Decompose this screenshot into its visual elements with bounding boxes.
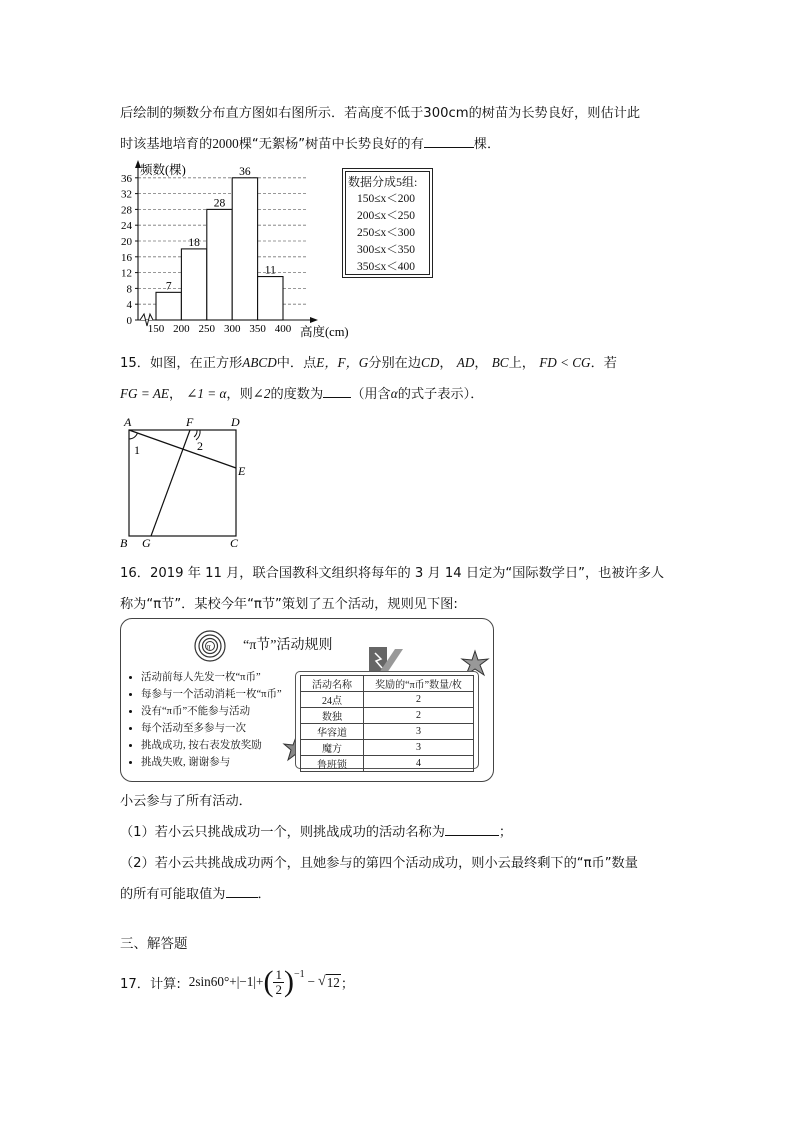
table-row — [301, 708, 474, 724]
angle-2-arc — [194, 430, 197, 437]
math-expr: |−1|+ — [236, 974, 264, 989]
label-g: G — [142, 536, 151, 550]
q16-part-1 — [120, 821, 512, 840]
math-expr: ∠1 = α — [186, 386, 227, 401]
legend-row: 200≤x＜250 — [357, 210, 416, 222]
q17-text: ； — [340, 976, 355, 992]
y-tick-label: 16 — [121, 251, 132, 264]
q15-text: 分别在边 — [368, 356, 422, 371]
numerator: 1 — [275, 966, 282, 982]
histogram-legend — [342, 168, 433, 278]
reward-count-cell: 3 — [364, 740, 474, 756]
answer-blank[interactable] — [323, 385, 351, 398]
table-header: 奖励的“π币”数量/枚 — [364, 676, 474, 692]
math-expr: ∠2 — [252, 386, 271, 401]
svg-text:π: π — [206, 642, 211, 652]
q16-part-2a: （2）若小云共挑战成功两个，且她参与的第四个活动成功，则小云最终剩下的“π币”数量 — [120, 856, 638, 871]
table-header: 活动名称 — [301, 676, 364, 692]
q16-text: （1）若小云只挑战成功一个，则挑战成功的活动名称为 — [120, 825, 445, 840]
math-var: α — [390, 386, 398, 401]
intro-text: 棵． — [473, 137, 501, 152]
legend-row: 350≤x＜400 — [357, 261, 416, 273]
answer-blank[interactable] — [445, 823, 499, 836]
q15-text: 的式子表示）． — [397, 387, 484, 402]
math-var: E，F，G — [316, 355, 369, 370]
label-angle-2: 2 — [197, 439, 203, 453]
reward-count-cell: 4 — [364, 756, 474, 772]
q15-text: 上， — [508, 356, 535, 371]
table-row — [301, 740, 474, 756]
angle-1-arc — [129, 433, 138, 439]
label-f: F — [186, 415, 194, 429]
y-tick-label: 4 — [126, 299, 132, 312]
q15-text: ．若 — [590, 356, 617, 371]
bar-value-label: 36 — [239, 165, 251, 178]
math-var: AD — [456, 355, 475, 370]
bar-value-label: 18 — [188, 236, 200, 249]
label-angle-1: 1 — [134, 443, 140, 457]
legend-title: 数据分成5组: — [348, 175, 418, 189]
segment-fg — [151, 430, 190, 536]
label-a: A — [124, 415, 132, 429]
q15-line-2: FG = AE， ∠1 = α，则∠2的度数为 （用含α的式子表示）． — [120, 386, 484, 402]
histogram-bar — [207, 209, 232, 320]
rule-item: • 每参与一个活动消耗一枚“π币” — [141, 686, 282, 703]
y-tick-label: 28 — [121, 204, 132, 217]
x-tick-label: 400 — [274, 323, 292, 335]
q16-after: 小云参与了所有活动． — [120, 794, 252, 809]
activity-name-cell: 鲁班锁 — [301, 756, 364, 772]
bar-value-label: 28 — [213, 197, 226, 210]
rule-item: • 挑战成功, 按右表发放奖励 — [141, 737, 282, 754]
table-row — [301, 724, 474, 740]
activity-name-cell: 魔方 — [301, 740, 364, 756]
q17-line: 17．计算: 2sin60°+ |−1|+ ( $\frac{1}{2}$ ) $^{-1}$ − √ 12 ； — [120, 965, 355, 998]
square-figure — [118, 412, 258, 552]
square-abcd — [129, 430, 236, 536]
q15-text: （用含 — [351, 387, 391, 402]
label-b: B — [120, 536, 128, 550]
histogram-bar — [181, 249, 206, 320]
math-var: ABCD — [242, 355, 277, 370]
answer-blank[interactable] — [424, 135, 474, 148]
activity-poster — [120, 618, 494, 782]
histogram-bar — [258, 277, 283, 320]
math-expr: − — [307, 974, 316, 989]
poster-title: “π节”活动规则 — [243, 638, 333, 653]
y-tick-label: 12 — [121, 267, 132, 280]
q15-text: ，则 — [226, 387, 253, 402]
intro-line-2 — [120, 133, 500, 152]
label-e: E — [238, 464, 246, 478]
legend-row: 150≤x＜200 — [357, 193, 416, 205]
y-tick-label: 0 — [126, 315, 132, 327]
x-tick-label: 200 — [173, 323, 190, 335]
rule-item: • 挑战失败, 谢谢参与 — [141, 754, 282, 771]
legend-row: 250≤x＜300 — [357, 227, 416, 239]
intro-text: 时该基地培育的 — [120, 137, 213, 152]
legend-row: 300≤x＜350 — [357, 244, 416, 256]
x-tick-label: 150 — [147, 323, 165, 335]
y-axis-label: 频数(棵) — [140, 163, 186, 177]
reward-count-cell: 2 — [364, 708, 474, 724]
table-row — [301, 692, 474, 708]
q16-text: ； — [498, 825, 513, 840]
histogram-chart — [118, 160, 349, 342]
x-axis-label: 高度(cm) — [300, 325, 349, 339]
x-tick-label: 300 — [223, 323, 241, 335]
q15-text: 中．点 — [276, 356, 317, 371]
label-c: C — [230, 536, 239, 550]
question-number: 15． — [120, 356, 150, 371]
fraction-power: ( $\frac{1}{2}$ ) $^{-1}$ — [263, 965, 305, 998]
section-heading: 三、解答题 — [120, 936, 188, 952]
activity-name-cell: 24点 — [301, 692, 364, 708]
rule-item: • 活动前每人先发一枚“π币” — [141, 669, 282, 686]
table-row — [301, 756, 474, 772]
q16-text: ． — [257, 887, 271, 902]
denominator: 2 — [275, 981, 282, 997]
bar-value-label: 11 — [264, 264, 276, 277]
x-tick-label: 250 — [198, 323, 216, 335]
q15-text: 的度数为 — [270, 387, 324, 402]
y-tick-label: 8 — [126, 283, 132, 296]
rules-list — [127, 669, 282, 771]
spiral-pi-icon — [193, 629, 227, 663]
y-tick-label: 32 — [121, 188, 132, 201]
q16-part-2b — [120, 883, 271, 902]
y-tick-label: 24 — [121, 220, 132, 233]
exponent: −1 — [293, 969, 305, 980]
rule-item: • 每个活动至多参与一次 — [141, 720, 282, 737]
reward-table-frame — [295, 671, 479, 769]
fraction — [273, 968, 284, 997]
histogram-bar — [156, 292, 181, 320]
y-tick-label: 20 — [121, 236, 132, 248]
y-tick-label: 36 — [121, 172, 132, 185]
intro-text: 棵“无絮杨”树苗中长势良好的有 — [238, 137, 424, 152]
q16-text: 的所有可能取值为 — [120, 887, 226, 902]
math-var: BC — [491, 355, 509, 370]
math-expr: FD < CG — [539, 355, 591, 370]
x-axis-arrow — [310, 317, 318, 323]
intro-line-1: 后绘制的频数分布直方图如右图所示．若高度不低于300cm的树苗为长势良好，则估计此 — [120, 106, 641, 121]
radicand: 12 — [326, 974, 340, 990]
activity-name-cell: 数独 — [301, 708, 364, 724]
intro-number: 2000 — [212, 136, 239, 151]
bar-value-label: 7 — [165, 280, 172, 293]
reward-table — [300, 675, 474, 772]
histogram-bar — [232, 178, 257, 320]
math-expr: FG = AE — [120, 386, 169, 401]
rule-item: • 没有“π币”不能参与活动 — [141, 703, 282, 720]
math-var: CD — [421, 355, 440, 370]
activity-name-cell: 华容道 — [301, 724, 364, 740]
q15-text: 如图，在正方形 — [149, 356, 243, 371]
x-tick-label: 350 — [249, 323, 266, 335]
q16-line-2: 称为“π节”．某校今年“π节”策划了五个活动，规则见下图: — [120, 597, 458, 612]
q16-line-1: 16．2019 年 11 月，联合国教科文组织将每年的 3 月 14 日定为“国际数学日”，也被许多人 — [120, 566, 665, 581]
label-d: D — [231, 415, 240, 429]
reward-count-cell: 2 — [364, 692, 474, 708]
reward-count-cell: 3 — [364, 724, 474, 740]
math-expr: 2sin60°+ — [188, 974, 237, 989]
q15-line-1: 15．如图，在正方形ABCD中．点E，F，G分别在边CD， AD， BC上， FD < CG．若 — [120, 355, 617, 371]
question-number: 17．计算: — [120, 976, 181, 992]
answer-blank[interactable] — [226, 885, 258, 898]
